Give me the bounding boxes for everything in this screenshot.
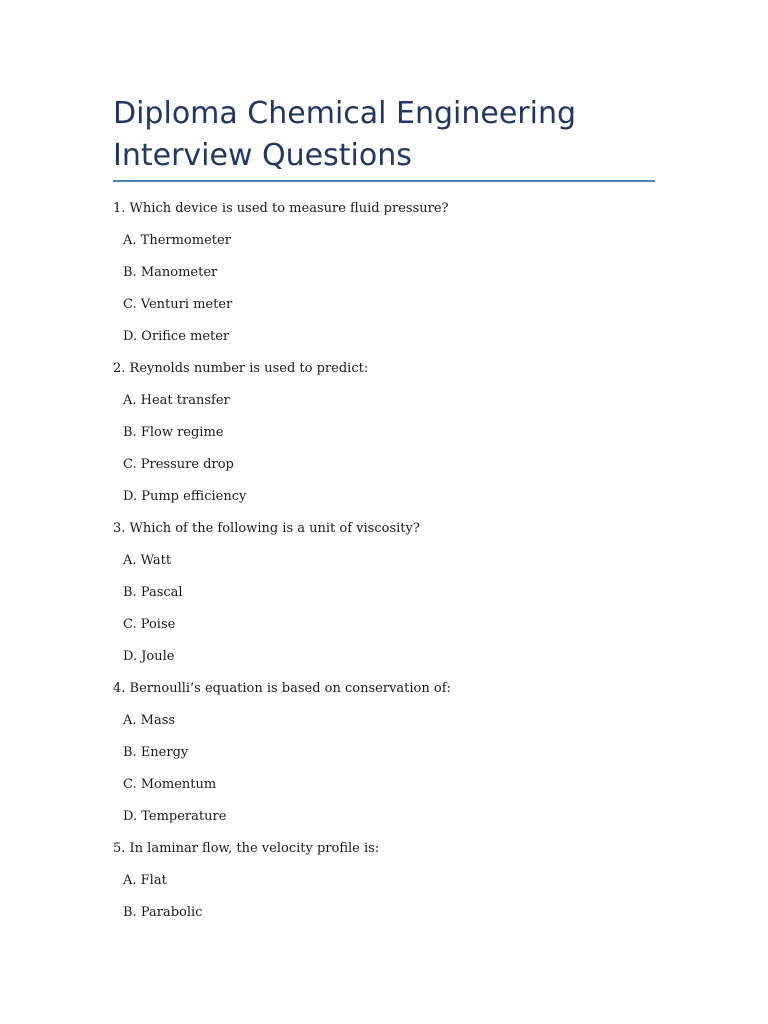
question-block (113, 841, 673, 937)
question-text: 2. Reynolds number is used to predict: (113, 361, 369, 376)
question-block (113, 521, 673, 681)
question-block (113, 201, 673, 361)
answer-option: B. Energy (123, 745, 189, 760)
answer-option: A. Flat (123, 873, 167, 888)
answer-option: B. Flow regime (123, 425, 224, 440)
answer-option: B. Pascal (123, 585, 183, 600)
question-text: 1. Which device is used to measure fluid pressure? (113, 201, 449, 216)
answer-option: B. Manometer (123, 265, 218, 280)
title-underline (113, 180, 655, 182)
answer-option: D. Joule (123, 649, 175, 664)
answer-option: C. Pressure drop (123, 457, 234, 472)
answer-option: B. Parabolic (123, 905, 203, 920)
answer-option: A. Watt (123, 553, 172, 568)
question-block (113, 361, 673, 521)
answer-option: D. Pump efficiency (123, 489, 247, 504)
question-text: 3. Which of the following is a unit of viscosity? (113, 521, 420, 536)
answer-option: A. Heat transfer (123, 393, 230, 408)
answer-option: A. Thermometer (123, 233, 231, 248)
question-text: 4. Bernoulli’s equation is based on conservation of: (113, 681, 451, 696)
answer-option: C. Venturi meter (123, 297, 233, 312)
question-list (113, 201, 673, 937)
answer-option: D. Temperature (123, 809, 227, 824)
answer-option: C. Poise (123, 617, 176, 632)
answer-option: A. Mass (123, 713, 176, 728)
question-block (113, 681, 673, 841)
answer-option: C. Momentum (123, 777, 217, 792)
question-text: 5. In laminar flow, the velocity profile is: (113, 841, 380, 856)
document-title: Diploma Chemical Engineering Interview Questions (113, 96, 577, 173)
answer-option: D. Orifice meter (123, 329, 230, 344)
